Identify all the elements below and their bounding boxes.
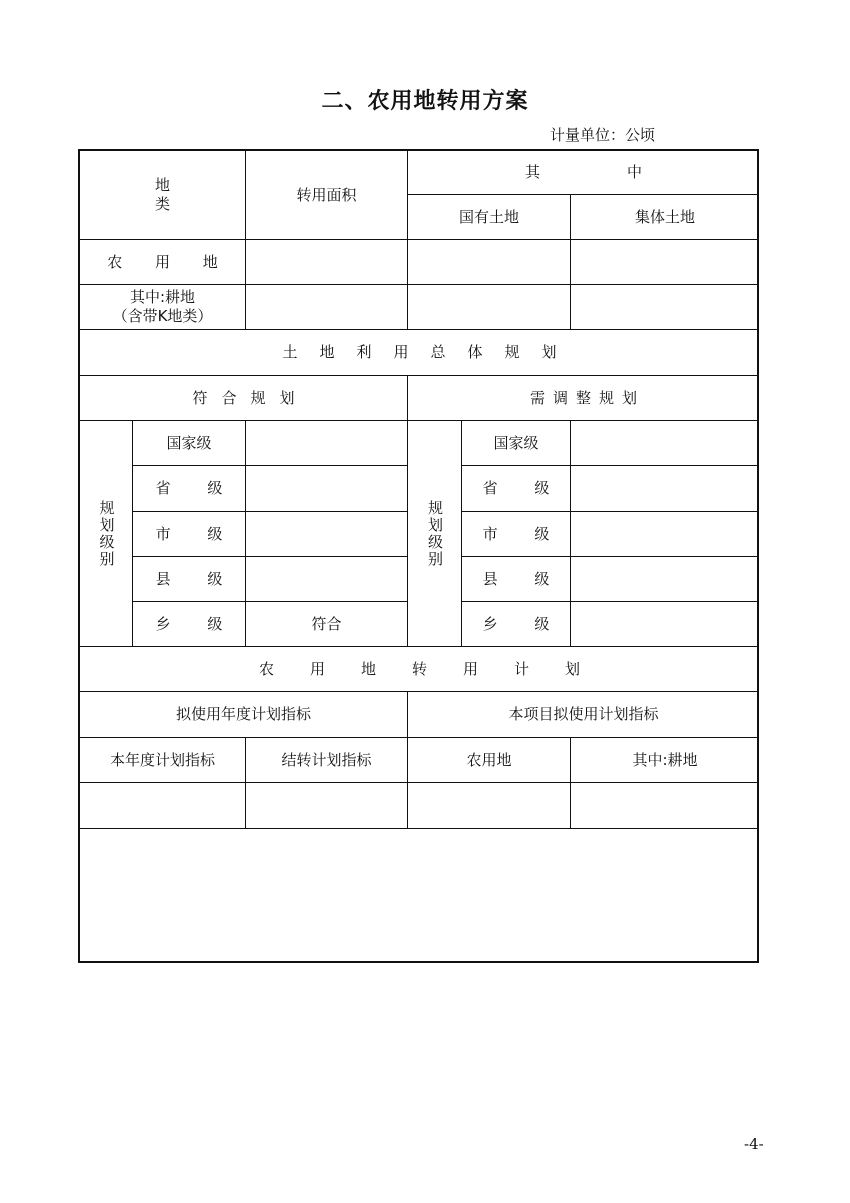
heading-conforms-plan: 符合规划 [80,376,408,421]
right-plan-level-label: 规划级别 [408,421,462,647]
col-farmland: 农用地 [408,738,571,783]
left-plan-level-label: 规划级别 [80,421,133,647]
right-level-township: 乡 级 [462,602,571,647]
right-national-value[interactable] [571,421,759,466]
section-heading-conversion-plan: 农用地转用计划 [80,647,759,692]
header-collective-land: 集体土地 [571,195,759,240]
right-level-national: 国家级 [462,421,571,466]
heading-annual-quota: 拟使用年度计划指标 [80,692,408,738]
farmland-collective-cell[interactable] [571,240,759,285]
header-area: 转用面积 [246,151,408,240]
remarks-area[interactable] [80,829,759,963]
cultivated-collective-cell[interactable] [571,285,759,330]
left-township-value[interactable]: 符合 [246,602,408,647]
right-township-value[interactable] [571,602,759,647]
project-cultivated-value[interactable] [571,783,759,829]
row-label-farmland: 农 用 地 [80,240,246,285]
col-cultivated: 其中:耕地 [571,738,759,783]
page-number: -4- [744,1135,764,1153]
right-city-value[interactable] [571,512,759,557]
right-level-provincial: 省 级 [462,466,571,512]
col-carryover-quota: 结转计划指标 [246,738,408,783]
farmland-state-cell[interactable] [408,240,571,285]
cultivated-area-cell[interactable] [246,285,408,330]
section-heading-land-plan: 土地利用总体规划 [80,330,759,376]
farmland-area-cell[interactable] [246,240,408,285]
right-level-county: 县 级 [462,557,571,602]
project-farmland-value[interactable] [408,783,571,829]
carryover-quota-value[interactable] [246,783,408,829]
unit-label: 计量单位：公顷 [550,126,656,144]
heading-needs-adjustment: 需调整规划 [408,376,759,421]
right-provincial-value[interactable] [571,466,759,512]
page-title: 二、农用地转用方案 [321,89,529,114]
right-level-city: 市 级 [462,512,571,557]
header-land-type: 地 类 [80,151,246,240]
left-national-value[interactable] [246,421,408,466]
conversion-plan-table [78,149,759,963]
col-current-year-quota: 本年度计划指标 [80,738,246,783]
left-provincial-value[interactable] [246,466,408,512]
header-state-land: 国有土地 [408,195,571,240]
left-level-township: 乡 级 [133,602,246,647]
left-level-county: 县 级 [133,557,246,602]
left-city-value[interactable] [246,512,408,557]
current-year-quota-value[interactable] [80,783,246,829]
left-level-national: 国家级 [133,421,246,466]
cultivated-state-cell[interactable] [408,285,571,330]
header-of-which: 其 中 [408,151,759,195]
heading-project-quota: 本项目拟使用计划指标 [408,692,759,738]
left-county-value[interactable] [246,557,408,602]
row-label-cultivated: 其中:耕地 （含带K地类） [80,285,246,330]
left-level-city: 市 级 [133,512,246,557]
left-level-provincial: 省 级 [133,466,246,512]
right-county-value[interactable] [571,557,759,602]
